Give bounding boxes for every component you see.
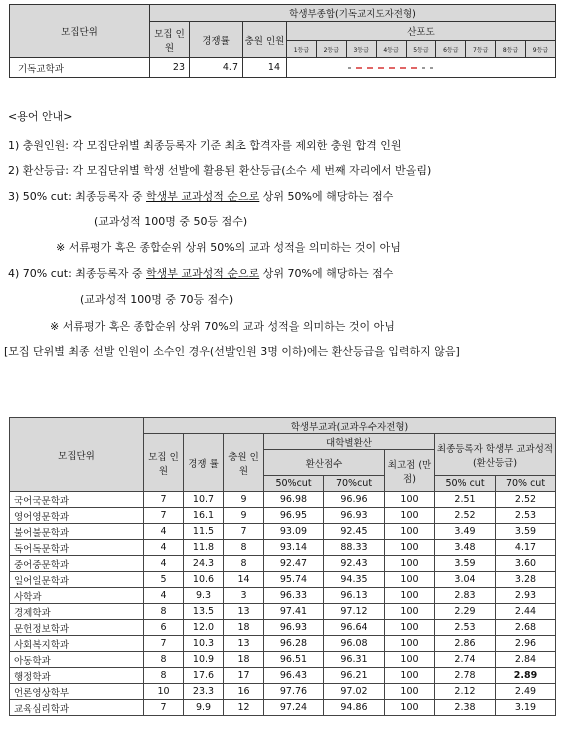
recruit-cell: 8 (144, 668, 184, 684)
compete-cell: 13.5 (184, 604, 224, 620)
s70-cell: 92.45 (324, 524, 385, 540)
scatter-mark (430, 67, 433, 69)
extra-cell: 17 (224, 668, 264, 684)
max-cell: 100 (385, 620, 435, 636)
grade-label: 9등급 (526, 41, 556, 58)
s70-cell: 96.96 (324, 492, 385, 508)
max-cell: 100 (385, 604, 435, 620)
unit-cell: 독어독문학과 (10, 540, 144, 556)
s50-cell: 95.74 (264, 572, 324, 588)
scatter-mark (348, 67, 351, 69)
g70-cell: 2.52 (496, 492, 556, 508)
g50-cell: 3.59 (435, 556, 496, 572)
g70-cell: 2.84 (496, 652, 556, 668)
note-3-warning: ※ 서류평가 혹은 종합순위 상위 50%의 교과 성적을 의미하는 것이 아님 (56, 241, 401, 254)
g50-cell: 2.74 (435, 652, 496, 668)
s50-cell: 96.98 (264, 492, 324, 508)
extra-cell: 14 (224, 572, 264, 588)
recruit-cell: 10 (144, 684, 184, 700)
table-row (10, 684, 556, 700)
g50-cell: 2.29 (435, 604, 496, 620)
unit-cell: 문헌정보학과 (10, 620, 144, 636)
note-1: 1) 충원인원: 각 모집단위별 최종등록자 기준 최초 합격자를 제외한 충원 합격 인원 (8, 139, 402, 152)
grade-cut70-header: 70% cut (496, 476, 556, 492)
g50-cell: 2.52 (435, 508, 496, 524)
table-row (10, 620, 556, 636)
cut50-header: 50%cut (264, 476, 324, 492)
unit-cell: 사학과 (10, 588, 144, 604)
grade-label: 2등급 (316, 41, 346, 58)
g50-cell: 2.51 (435, 492, 496, 508)
unit-cell: 경제학과 (10, 604, 144, 620)
compete-cell: 9.9 (184, 700, 224, 716)
max-cell: 100 (385, 572, 435, 588)
compete-header: 경쟁 률 (184, 434, 224, 492)
s70-cell: 97.12 (324, 604, 385, 620)
s70-cell: 96.08 (324, 636, 385, 652)
s50-cell: 97.41 (264, 604, 324, 620)
christian-leader-table (9, 4, 556, 78)
s70-cell: 92.43 (324, 556, 385, 572)
univ-header: 대학별환산 (264, 434, 435, 450)
unit-cell: 불어불문학과 (10, 524, 144, 540)
s50-cell: 93.14 (264, 540, 324, 556)
unit-cell: 교육심리학과 (10, 700, 144, 716)
compete-cell: 11.5 (184, 524, 224, 540)
g70-cell: 2.53 (496, 508, 556, 524)
g70-cell: 2.93 (496, 588, 556, 604)
extra-cell: 3 (224, 588, 264, 604)
compete-cell: 10.6 (184, 572, 224, 588)
grade-label: 4등급 (376, 41, 406, 58)
extra-cell: 18 (224, 620, 264, 636)
unit-cell: 국어국문학과 (10, 492, 144, 508)
recruit-cell: 4 (144, 588, 184, 604)
recruit-cell: 23 (150, 58, 190, 78)
grade-cut50-header: 50% cut (435, 476, 496, 492)
s70-cell: 97.02 (324, 684, 385, 700)
recruit-cell: 6 (144, 620, 184, 636)
final-header: 최종등록자 학생부 교과성적 (환산등급) (435, 434, 556, 476)
g70-cell: 2.68 (496, 620, 556, 636)
g70-cell: 4.17 (496, 540, 556, 556)
extra-cell: 8 (224, 556, 264, 572)
table-row (10, 636, 556, 652)
scatter-mark (367, 67, 373, 69)
recruit-cell: 7 (144, 636, 184, 652)
compete-cell: 17.6 (184, 668, 224, 684)
s70-cell: 96.64 (324, 620, 385, 636)
compete-cell: 11.8 (184, 540, 224, 556)
s50-cell: 96.93 (264, 620, 324, 636)
table-row (10, 508, 556, 524)
group-header: 학생부종합(기독교지도자전형) (150, 5, 556, 22)
s70-cell: 96.21 (324, 668, 385, 684)
s50-cell: 96.51 (264, 652, 324, 668)
s70-cell: 94.86 (324, 700, 385, 716)
extra-cell: 8 (224, 540, 264, 556)
recruit-header: 모집 인원 (144, 434, 184, 492)
note-3: 3) 50% cut: 최종등록자 중 학생부 교과성적 순으로 상위 50%에 해당하는 점수 (8, 190, 394, 203)
scatter-mark (422, 67, 425, 69)
compete-cell: 24.3 (184, 556, 224, 572)
g70-cell: 3.60 (496, 556, 556, 572)
s70-cell: 96.31 (324, 652, 385, 668)
unit-cell: 행정학과 (10, 668, 144, 684)
extra-cell: 9 (224, 508, 264, 524)
max-cell: 100 (385, 588, 435, 604)
s50-cell: 92.47 (264, 556, 324, 572)
unit-cell: 영어영문학과 (10, 508, 144, 524)
compete-cell: 10.9 (184, 652, 224, 668)
s50-cell: 93.09 (264, 524, 324, 540)
s50-cell: 96.43 (264, 668, 324, 684)
s70-cell: 96.13 (324, 588, 385, 604)
max-cell: 100 (385, 668, 435, 684)
g70-cell: 3.19 (496, 700, 556, 716)
bracket-note: [모집 단위별 최종 선발 인원이 소수인 경우(선발인원 3명 이하)에는 환산등급을 입력하지 않음] (4, 345, 460, 358)
g50-cell: 2.86 (435, 636, 496, 652)
max-cell: 100 (385, 556, 435, 572)
table-row (10, 524, 556, 540)
scatter-mark (378, 67, 384, 69)
extra-cell: 18 (224, 652, 264, 668)
s50-cell: 96.28 (264, 636, 324, 652)
extra-cell: 7 (224, 524, 264, 540)
recruit-header: 모집 인원 (150, 22, 190, 58)
table-row (10, 492, 556, 508)
scatter-mark (356, 67, 362, 69)
max-cell: 100 (385, 492, 435, 508)
recruit-cell: 7 (144, 492, 184, 508)
table-row (10, 588, 556, 604)
unit-cell: 일어일문학과 (10, 572, 144, 588)
extra-cell: 14 (243, 58, 287, 78)
unit-header: 모집단위 (10, 418, 144, 492)
cut70-header: 70%cut (324, 476, 385, 492)
scatter-mark (400, 67, 406, 69)
compete-cell: 12.0 (184, 620, 224, 636)
recruit-cell: 8 (144, 604, 184, 620)
table-row (10, 604, 556, 620)
table-row (10, 700, 556, 716)
extra-header: 충원 인원 (243, 22, 287, 58)
note-4: 4) 70% cut: 최종등록자 중 학생부 교과성적 순으로 상위 70%에 해당하는 점수 (8, 267, 394, 280)
extra-cell: 12 (224, 700, 264, 716)
table-row (10, 540, 556, 556)
s50-cell: 97.24 (264, 700, 324, 716)
extra-cell: 13 (224, 604, 264, 620)
note-4-warning: ※ 서류평가 혹은 종합순위 상위 70%의 교과 성적을 의미하는 것이 아님 (50, 320, 395, 333)
g50-cell: 2.83 (435, 588, 496, 604)
grade-label: 7등급 (466, 41, 496, 58)
max-cell: 100 (385, 524, 435, 540)
g70-cell: 2.89 (496, 668, 556, 684)
recruit-cell: 7 (144, 508, 184, 524)
compete-header: 경쟁률 (190, 22, 243, 58)
g70-cell: 3.59 (496, 524, 556, 540)
g50-cell: 2.12 (435, 684, 496, 700)
s50-cell: 97.76 (264, 684, 324, 700)
g70-cell: 2.96 (496, 636, 556, 652)
s70-cell: 88.33 (324, 540, 385, 556)
g50-cell: 3.04 (435, 572, 496, 588)
unit-cell: 사회복지학과 (10, 636, 144, 652)
unit-cell: 아동학과 (10, 652, 144, 668)
table-row (10, 668, 556, 684)
table-row (10, 556, 556, 572)
compete-cell: 4.7 (190, 58, 243, 78)
unit-cell: 중어중문학과 (10, 556, 144, 572)
max-cell: 100 (385, 636, 435, 652)
compete-cell: 23.3 (184, 684, 224, 700)
scatter-plot-cell (287, 58, 556, 78)
score-header: 환산점수 (264, 450, 385, 476)
extra-cell: 13 (224, 636, 264, 652)
scatter-mark (411, 67, 417, 69)
s50-cell: 96.33 (264, 588, 324, 604)
extra-cell: 16 (224, 684, 264, 700)
table-row (10, 652, 556, 668)
recruit-cell: 4 (144, 524, 184, 540)
grade-label: 5등급 (406, 41, 436, 58)
g70-cell: 3.28 (496, 572, 556, 588)
scatter-mark (389, 67, 395, 69)
g50-cell: 2.38 (435, 700, 496, 716)
max-cell: 100 (385, 700, 435, 716)
g50-cell: 3.48 (435, 540, 496, 556)
max-cell: 100 (385, 540, 435, 556)
max-cell: 100 (385, 684, 435, 700)
g50-cell: 2.78 (435, 668, 496, 684)
recruit-cell: 8 (144, 652, 184, 668)
g70-cell: 2.44 (496, 604, 556, 620)
grade-label: 8등급 (496, 41, 526, 58)
grade-label: 1등급 (287, 41, 317, 58)
compete-cell: 16.1 (184, 508, 224, 524)
compete-cell: 10.7 (184, 492, 224, 508)
s50-cell: 96.95 (264, 508, 324, 524)
table-row (10, 572, 556, 588)
unit-cell: 기독교학과 (10, 58, 150, 78)
scatter-header: 산포도 (287, 22, 556, 41)
extra-header: 충원 인원 (224, 434, 264, 492)
s70-cell: 94.35 (324, 572, 385, 588)
note-3-sub: (교과성적 100명 중 50등 점수) (94, 215, 248, 228)
unit-header: 모집단위 (10, 5, 150, 58)
group-header: 학생부교과(교과우수자전형) (144, 418, 556, 434)
max-cell: 100 (385, 508, 435, 524)
extra-cell: 9 (224, 492, 264, 508)
note-4-sub: (교과성적 100명 중 70등 점수) (80, 293, 234, 306)
subject-excellence-table (9, 417, 556, 716)
unit-cell: 언론영상학부 (10, 684, 144, 700)
grade-label: 3등급 (346, 41, 376, 58)
compete-cell: 10.3 (184, 636, 224, 652)
recruit-cell: 4 (144, 556, 184, 572)
g50-cell: 3.49 (435, 524, 496, 540)
grade-label: 6등급 (436, 41, 466, 58)
recruit-cell: 7 (144, 700, 184, 716)
s70-cell: 96.93 (324, 508, 385, 524)
recruit-cell: 4 (144, 540, 184, 556)
g70-cell: 2.49 (496, 684, 556, 700)
recruit-cell: 5 (144, 572, 184, 588)
max-cell: 100 (385, 652, 435, 668)
notes-title: <용어 안내> (8, 110, 73, 123)
max-header: 최고점 (만점) (385, 450, 435, 492)
note-2: 2) 환산등급: 각 모집단위별 학생 선발에 활용된 환산등급(소수 세 번째 자리에서 반올림) (8, 164, 432, 177)
compete-cell: 9.3 (184, 588, 224, 604)
g50-cell: 2.53 (435, 620, 496, 636)
